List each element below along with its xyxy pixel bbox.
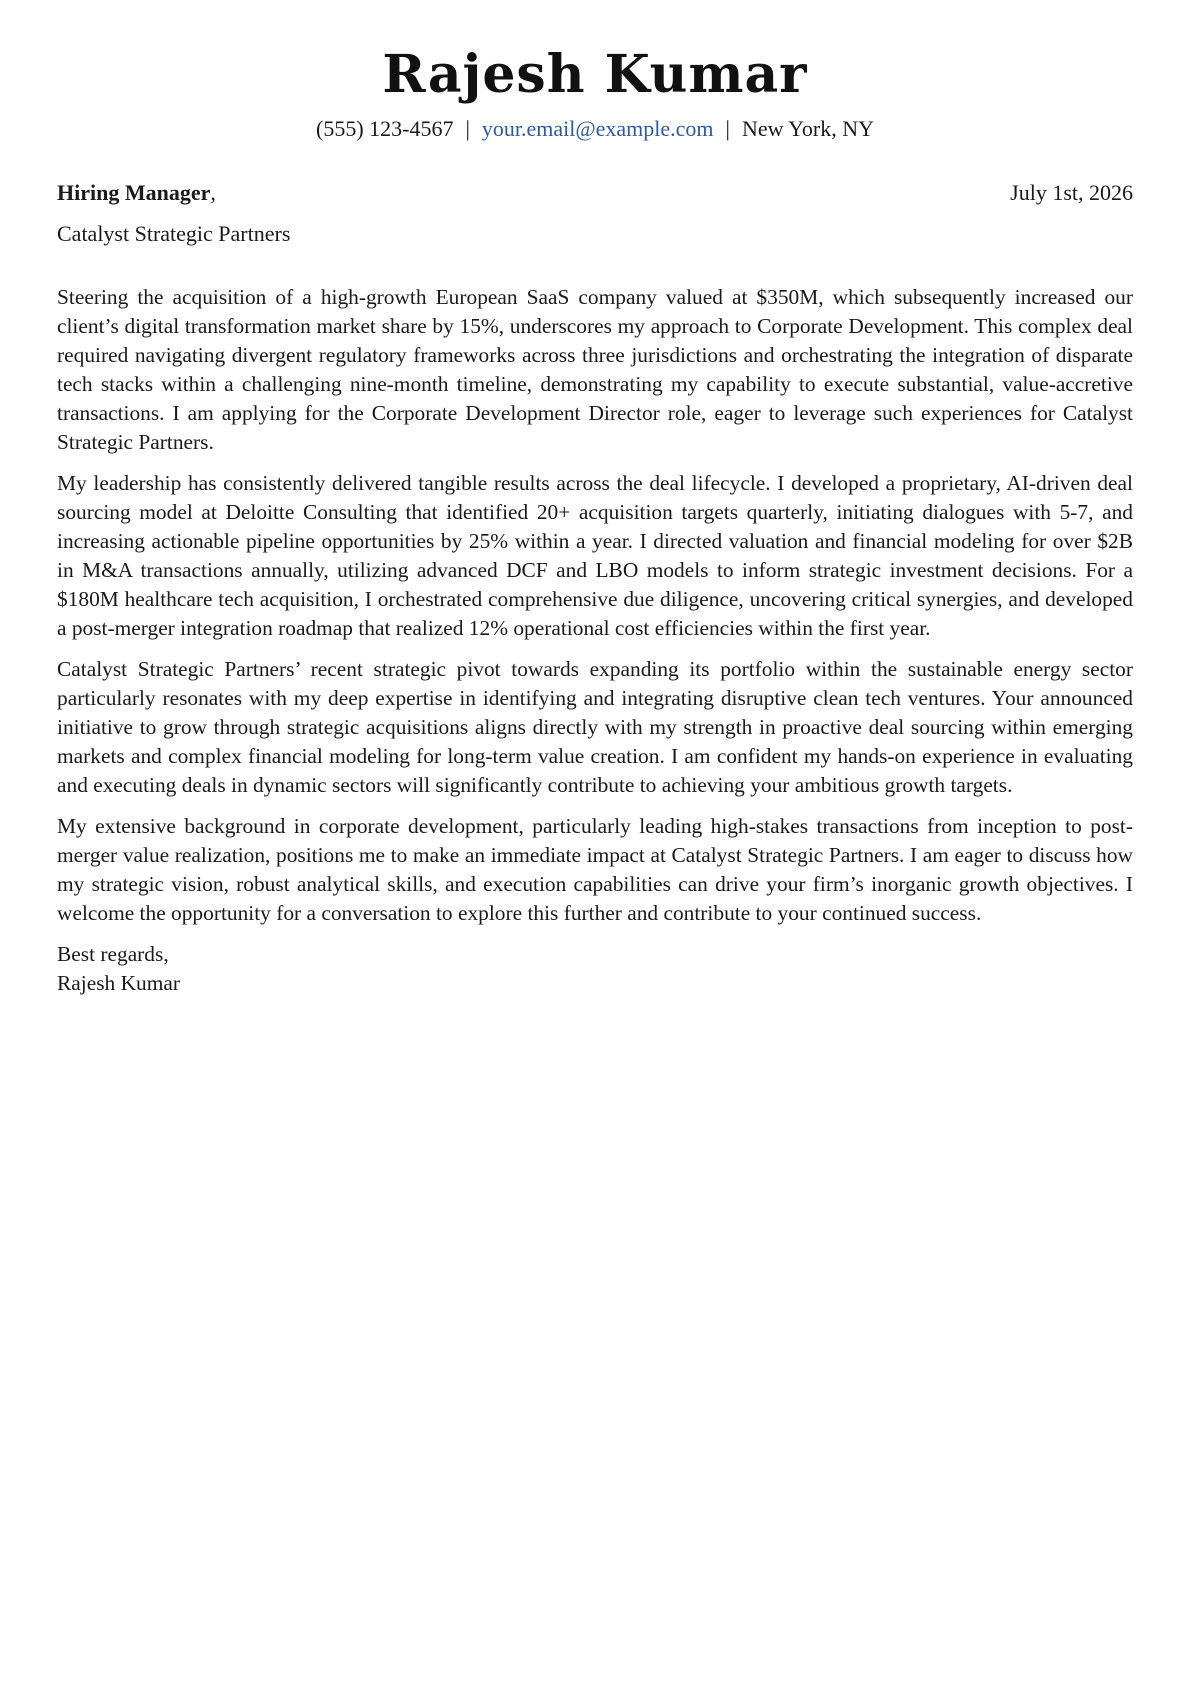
closing-salutation: Best regards,: [57, 942, 169, 966]
body-paragraph: Steering the acquisition of a high-growth European SaaS company valued at $350M, which subsequently increased our client’s digital transformation market share by 15%, underscores my approach to Corporate Development. This complex deal required navigating divergent regulatory frameworks across three jurisdictions and orchestrating the integration of disparate tech stacks within a challenging nine-month timeline, demonstrating my capability to execute substantial, value-accretive transactions. I am applying for the Corporate Development Director role, eager to leverage such experiences for Catalyst Strategic Partners.: [57, 285, 1133, 454]
letter-body: [57, 283, 1133, 998]
recipient-name-suffix: ,: [210, 180, 216, 205]
recipient-company: Catalyst Strategic Partners: [57, 221, 291, 246]
email-link[interactable]: your.email@example.com: [481, 116, 714, 141]
letter-closing: [57, 940, 1133, 998]
location: New York, NY: [741, 116, 874, 141]
phone-number: (555) 123-4567: [316, 116, 454, 141]
applicant-name: Rajesh Kumar: [382, 44, 808, 105]
body-paragraph: My leadership has consistently delivered tangible results across the deal lifecycle. I developed a proprietary, AI-driven deal sourcing model at Deloitte Consulting that identified 20+ acquisition targets quarterly, initiating dialogues with 5-7, and increasing actionable pipeline opportunities by 25% within a year. I directed valuation and financial modeling for over $2B in M&A transactions annually, utilizing advanced DCF and LBO models to inform strategic investment decisions. For a $180M healthcare tech acquisition, I orchestrated comprehensive due diligence, uncovering critical synergies, and developed a post-merger integration roadmap that realized 12% operational cost efficiencies within the first year.: [57, 471, 1133, 640]
body-paragraph: Catalyst Strategic Partners’ recent strategic pivot towards expanding its portfolio within the sustainable energy sector particularly resonates with my deep expertise in identifying and integrating disruptive clean tech ventures. Your announced initiative to grow through strategic acquisitions aligns directly with my strength in proactive deal sourcing within emerging markets and complex financial modeling for long-term value creation. I am confident my hands-on experience in evaluating and executing deals in dynamic sectors will significantly contribute to achieving your ambitious growth targets.: [57, 657, 1133, 797]
contact-separator: |: [465, 116, 470, 141]
cover-letter-page: [57, 0, 1133, 1683]
contact-separator: |: [725, 116, 730, 141]
recipient-name: Hiring Manager: [57, 180, 211, 205]
contact-line: [57, 114, 1133, 144]
body-paragraph: My extensive background in corporate development, particularly leading high-stakes transactions from inception to post-merger value realization, positions me to make an immediate impact at Catalyst Strategic Partners. I am eager to discuss how my strategic vision, robust analytical skills, and execution capabilities can drive your firm’s inorganic growth objectives. I welcome the opportunity for a conversation to explore this further and contribute to your continued success.: [57, 814, 1133, 925]
recipient-greeting: [57, 178, 216, 208]
letter-date: July 1st, 2026: [1010, 180, 1133, 205]
signature-name: Rajesh Kumar: [57, 971, 180, 995]
